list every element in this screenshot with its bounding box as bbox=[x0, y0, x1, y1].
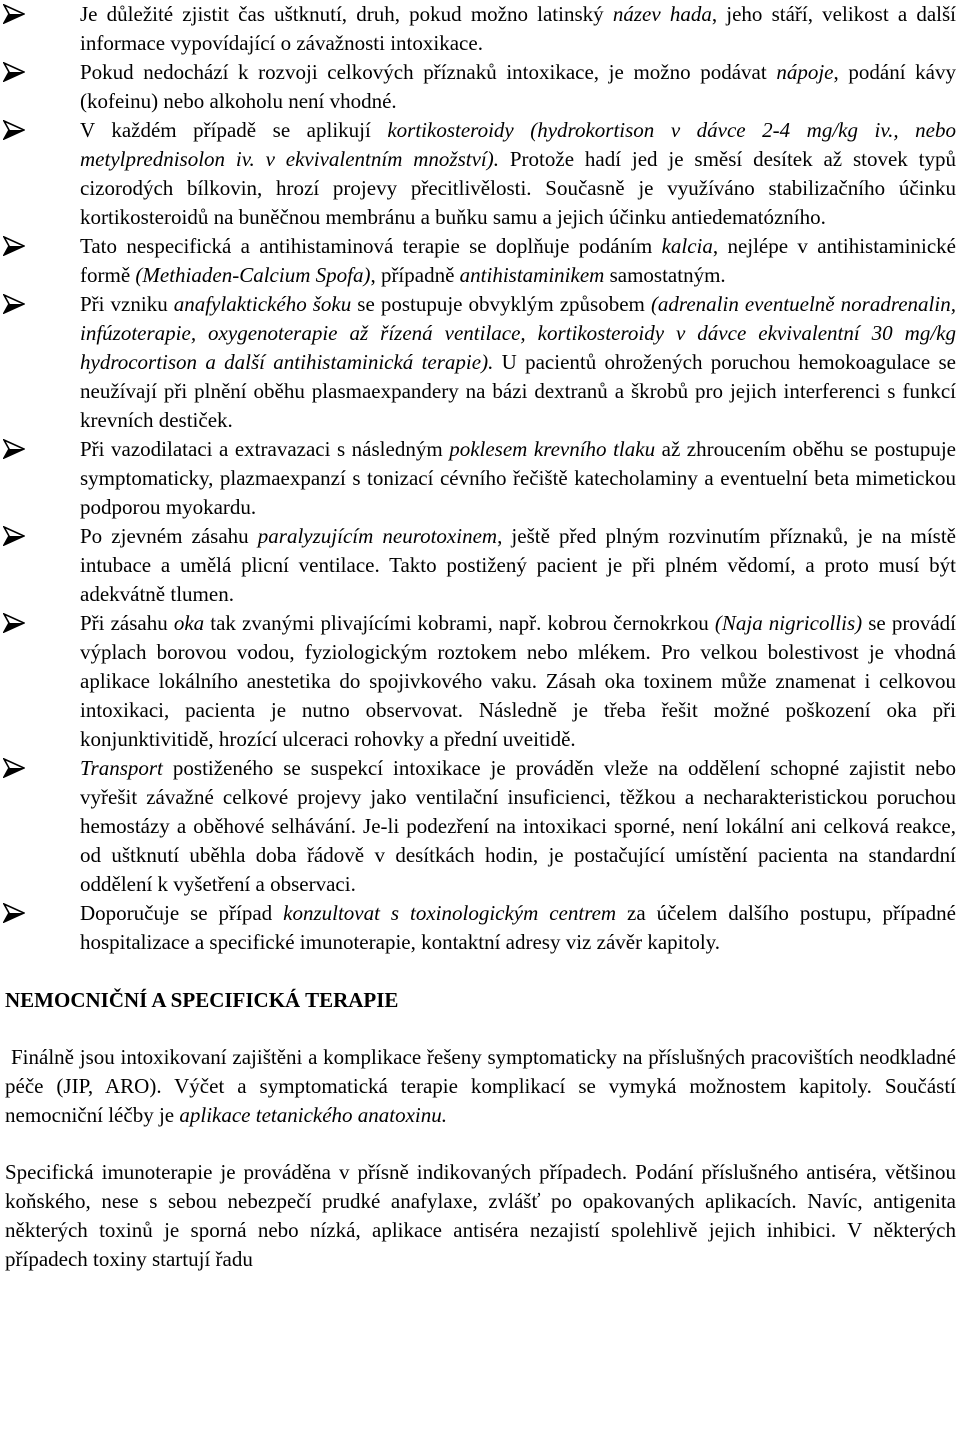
text-run: , jeho stáří, velikost a další informace vypovídající o závažnosti intoxikace. bbox=[80, 2, 956, 55]
arrow-bullet-icon bbox=[3, 439, 25, 459]
text-run: Při zásahu bbox=[80, 611, 174, 635]
text-run: za účelem dalšího postupu, případné hospitalizace a specifické imunoterapie, kontaktní adresy viz závěr kapitoly. bbox=[80, 901, 957, 954]
arrow-bullet-icon bbox=[3, 526, 25, 546]
arrow-bullet-icon bbox=[3, 4, 25, 24]
bullet-item bbox=[80, 0, 956, 58]
text-run: Je důležité zjistit čas uštknutí, druh, pokud možno latinský bbox=[80, 2, 613, 26]
italic-text-run: nápoje bbox=[776, 60, 834, 84]
bullet-item bbox=[80, 754, 956, 899]
text-run: , podání kávy (kofeinu) nebo alkoholu není vhodné. bbox=[80, 60, 956, 113]
text-run: Po zjevném zásahu bbox=[80, 524, 258, 548]
bullet-item bbox=[80, 232, 956, 290]
text-run: , ještě před plným rozvinutím příznaků, je na místě intubace a umělá plicní ventilace. Takto postižený pacient je při plném vědomí, a proto musí být adekvátně tlumen. bbox=[80, 524, 957, 606]
text-run: samostatným. bbox=[604, 263, 726, 287]
italic-text-run: kalcia bbox=[661, 234, 713, 258]
text-run: , případně bbox=[370, 263, 460, 287]
text-run: Pokud nedochází k rozvoji celkových příznaků intoxikace, je možno podávat bbox=[80, 60, 777, 84]
bullet-item bbox=[80, 899, 956, 957]
text-run: až zhroucením oběhu se postupuje symptomaticky, plazmaexpanzí s tonizací cévního řečiště katecholaminy a eventuelní beta mimetickou podporou myokardu. bbox=[80, 437, 956, 519]
italic-text-run: poklesem krevního tlaku bbox=[449, 437, 656, 461]
text-run: se provádí výplach borovou vodou, fyziologickým roztokem nebo mlékem. Pro velkou bolestivost je vhodná aplikace lokálního anestetika do spojivkového vaku. Zásah oka toxinem může znamenat i celkovou intoxikaci, pacienta je nutno observovat. Následně je třeba řešit možné poškození oka při konjunktivitidě, hrozící ulceraci rohovky a přední uveitidě. bbox=[80, 611, 956, 751]
text-run: U pacientů ohrožených poruchou hemokoagulace se neužívají při plnění oběhu plasmaexpandery na bázi dextranů a škrobů pro jejich interferenci s funkcí krevních destiček. bbox=[80, 350, 956, 432]
italic-text-run: Transport bbox=[80, 756, 163, 780]
text-run: se postupuje obvyklým způsobem bbox=[351, 292, 651, 316]
italic-text-run: (Naja nigricollis) bbox=[714, 611, 863, 635]
section-heading: NEMOCNIČNÍ A SPECIFICKÁ TERAPIE bbox=[5, 988, 399, 1012]
paragraph bbox=[0, 1158, 960, 1274]
bullet-item bbox=[80, 116, 956, 232]
text-run: Finálně jsou intoxikovaní zajištěni a komplikace řešeny symptomaticky na příslušných pracovištích neodkladné péče (JIP, ARO). Výčet a symptomatická terapie komplikací se vymyká možnostem kapitoly. Součástí nemocniční léčby je bbox=[5, 1045, 956, 1127]
arrow-bullet-icon bbox=[3, 758, 25, 778]
italic-text-run: paralyzujícím neurotoxinem bbox=[257, 524, 498, 548]
bullet-item bbox=[80, 522, 956, 609]
bullet-item bbox=[80, 58, 956, 116]
text-run: Specifická imunoterapie je prováděna v přísně indikovaných případech. Podání příslušného antiséra, většinou koňského, nese s sebou nebezpečí prudké anafylaxe, zvlášť po opakovaných aplikacích. Navíc, antigenita některých toxinů je sporná nebo nízká, aplikace antiséra nezajistí spolehlivě jejich inhibici. V některých případech toxiny startují řadu bbox=[5, 1160, 956, 1271]
paragraph bbox=[0, 1043, 960, 1130]
text-run: Protože hadí jed je směsí desítek až stovek typů cizorodých bílkovin, hrozí projevy přecitlivělosti. Současně je využíváno stabilizačního účinku kortikosteroidů na buněčnou membránu a buňku samu a jejich účinku antiedematózního. bbox=[80, 147, 956, 229]
arrow-bullet-icon bbox=[3, 903, 25, 923]
arrow-bullet-icon bbox=[3, 120, 25, 140]
arrow-bullet-icon bbox=[3, 62, 25, 82]
italic-text-run: (adrenalin eventuelně noradrenalin, infúzoterapie, oxygenoterapie až řízená ventilace, kortikosteroidy v dávce ekvivalentní 30 mg/kg hydrocortison a další antihistaminická terapie). bbox=[80, 292, 956, 374]
text-run: , nejlépe v antihistaminické formě bbox=[80, 234, 957, 287]
arrow-bullet-icon bbox=[3, 294, 25, 314]
text-run: V každém případě se aplikují bbox=[80, 118, 388, 142]
text-run: Tato nespecifická a antihistaminová terapie se doplňuje podáním bbox=[80, 234, 662, 258]
bullet-item bbox=[80, 609, 956, 754]
bullet-item bbox=[80, 435, 956, 522]
text-run: postiženého se suspekcí intoxikace je prováděn vleže na oddělení schopné zajistit nebo vyřešit závažné celkové projevy jako ventilační insuficienci, těžkou a necharakteristickou poruchou hemostázy a oběhové selhávání. Je-li podezření na intoxikaci sporné, není lokální ani celková reakce, od uštknutí uběhla doba řádově v desítkách hodin, je postačující umístění pacienta na standardní oddělení k vyšetření a observaci. bbox=[80, 756, 956, 896]
italic-text-run: antihistaminikem bbox=[459, 263, 605, 287]
arrow-bullet-icon bbox=[3, 613, 25, 633]
bullet-item bbox=[80, 290, 956, 435]
italic-text-run: aplikace tetanického anatoxinu. bbox=[179, 1103, 448, 1127]
italic-text-run: (Methiaden-Calcium Spofa) bbox=[135, 263, 371, 287]
text-run: tak zvanými plivajícími kobrami, např. kobrou černokrkou bbox=[204, 611, 715, 635]
italic-text-run: konzultovat s toxinologickým centrem bbox=[283, 901, 617, 925]
text-run: Při vzniku bbox=[80, 292, 174, 316]
italic-text-run: název hada bbox=[612, 2, 712, 26]
arrow-bullet-icon bbox=[3, 236, 25, 256]
text-run: Při vazodilataci a extravazaci s následným bbox=[80, 437, 450, 461]
italic-text-run: oka bbox=[173, 611, 205, 635]
italic-text-run: kortikosteroidy (hydrokortison v dávce 2-4 mg/kg iv., nebo metylprednisolon iv. v ekvivalentním množství). bbox=[80, 118, 956, 171]
text-run: Doporučuje se případ bbox=[80, 901, 284, 925]
italic-text-run: anafylaktického šoku bbox=[173, 292, 352, 316]
